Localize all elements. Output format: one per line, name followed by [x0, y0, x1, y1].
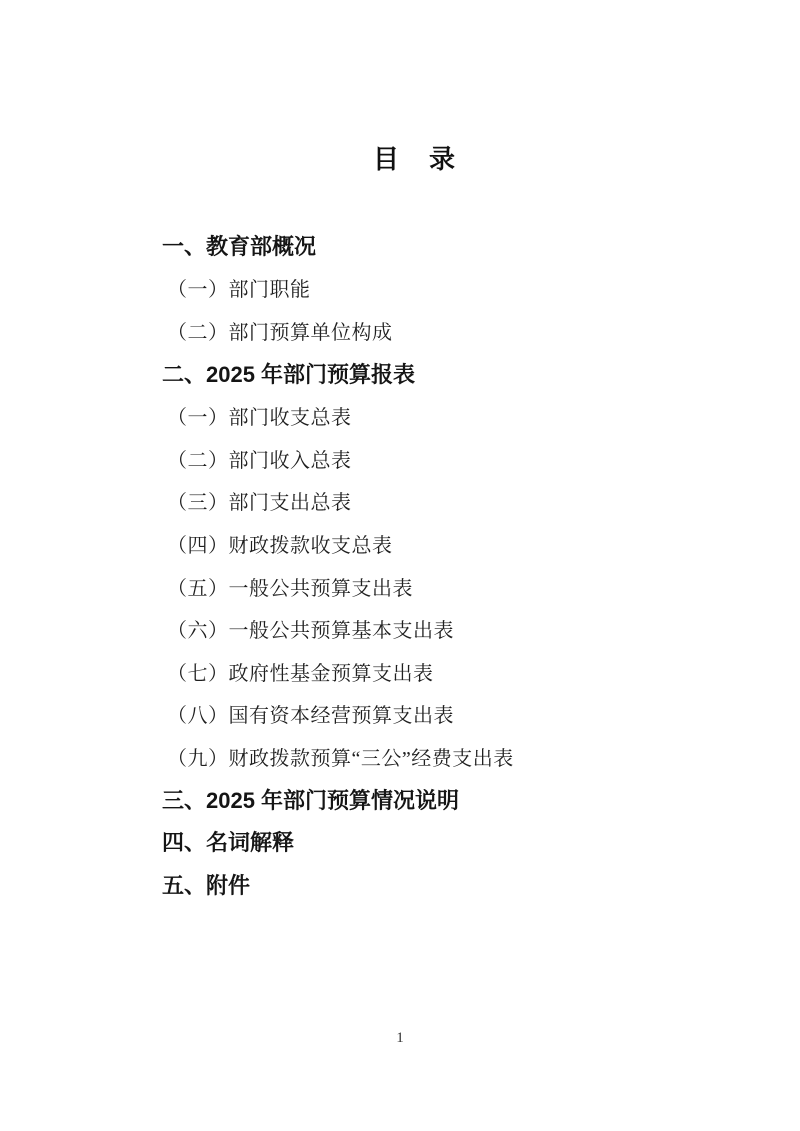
table-of-contents — [0, 224, 800, 906]
page-number: 1 — [396, 1030, 404, 1046]
toc-section-2: 二、2025 年部门预算报表 — [162, 361, 416, 387]
toc-item-2-1: （一）部门收支总表 — [167, 407, 352, 430]
toc-item-2-5: （五）一般公共预算支出表 — [167, 577, 413, 600]
toc-item-2-2: （二）部门收入总表 — [167, 449, 352, 472]
toc-item-2-3: （三）部门支出总表 — [167, 492, 352, 515]
toc-section-3: 三、2025 年部门预算情况说明 — [162, 787, 460, 813]
toc-item-2-6: （六）一般公共预算基本支出表 — [167, 620, 454, 643]
toc-section-5: 五、附件 — [162, 872, 251, 898]
page-title: 目 录 — [372, 144, 457, 174]
toc-item-1-2: （二）部门预算单位构成 — [167, 321, 393, 344]
toc-item-2-9: （九）财政拨款预算“三公”经费支出表 — [167, 747, 514, 770]
toc-item-2-7: （七）政府性基金预算支出表 — [167, 662, 434, 685]
toc-section-1: 一、教育部概况 — [162, 233, 317, 259]
toc-item-2-8: （八）国有资本经营预算支出表 — [167, 705, 454, 728]
toc-section-4: 四、名词解释 — [162, 830, 295, 856]
toc-item-2-4: （四）财政拨款收支总表 — [167, 534, 393, 557]
toc-item-1-1: （一）部门职能 — [167, 279, 311, 302]
